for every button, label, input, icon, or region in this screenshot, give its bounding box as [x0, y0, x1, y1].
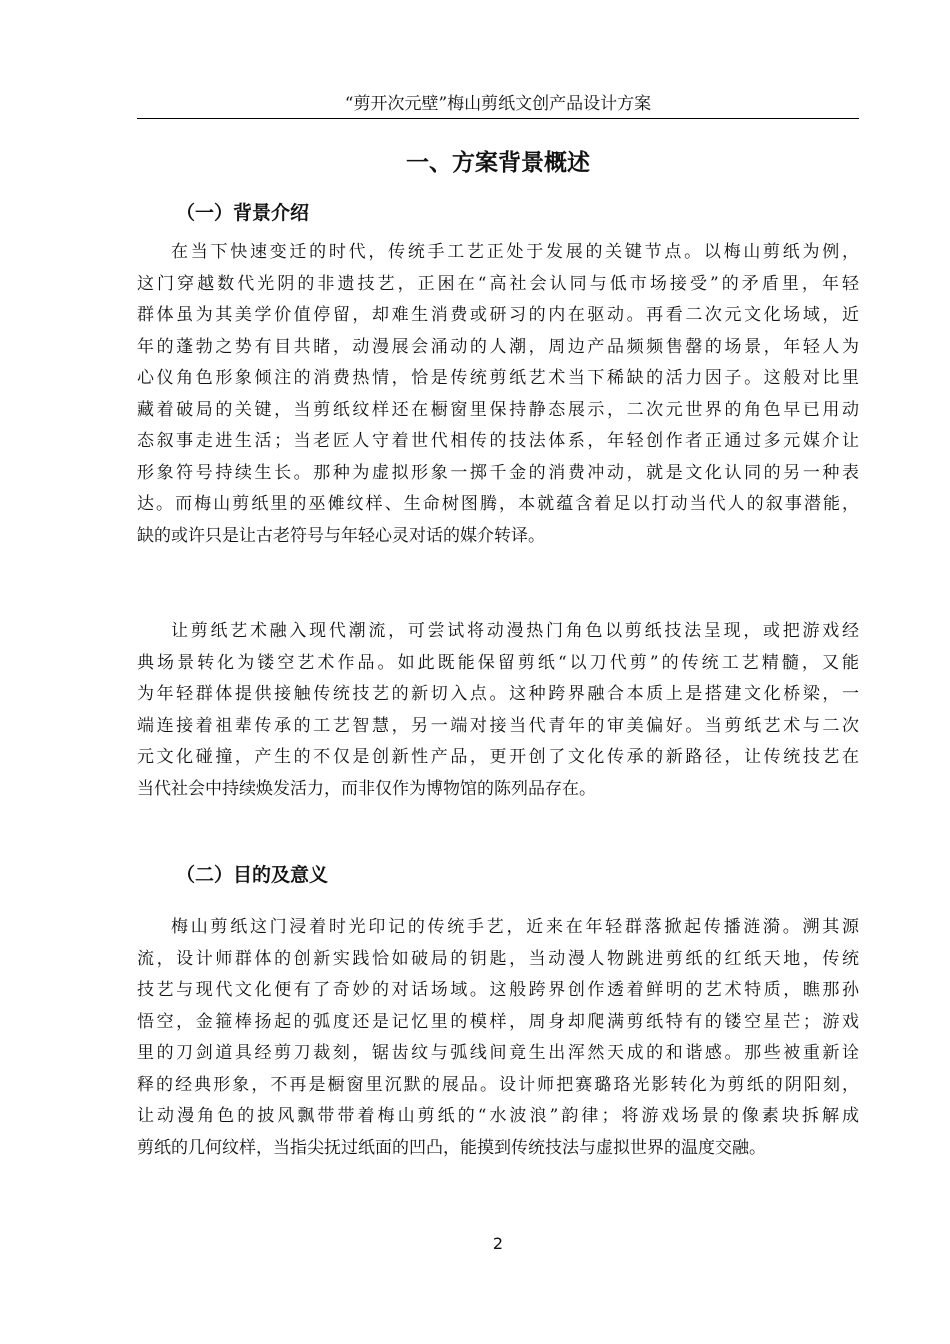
- header-divider: [137, 118, 859, 119]
- paragraph-line: 形象符号持续生长。那种为虚拟形象一掷千金的消费冲动，就是文化认同的另一种表: [137, 462, 859, 483]
- paragraph-line: 释的经典形象，不再是橱窗里沉默的展品。设计师把赛璐珞光影转化为剪纸的阴阳刻，: [137, 1074, 859, 1095]
- paragraph-line: 悟空，金箍棒扬起的弧度还是记忆里的模样，周身却爬满剪纸特有的镂空星芒；游戏: [137, 1011, 859, 1032]
- paragraph-line: 为年轻群体提供接触传统技艺的新切入点。这种跨界融合本质上是搭建文化桥梁，一: [137, 684, 859, 704]
- paragraph-line: 梅山剪纸这门浸着时光印记的传统手艺，近来在年轻群落掀起传播涟漪。溯其源: [171, 917, 859, 937]
- paragraph-line: 心仪角色形象倾注的消费热情，恰是传统剪纸艺术当下稀缺的活力因子。这般对比里: [137, 368, 859, 388]
- paragraph-purpose-1: [137, 912, 859, 1164]
- section-title: 一、方案背景概述: [406, 150, 590, 176]
- paragraph-line: 剪纸的几何纹样，当指尖抚过纸面的凹凸，能摸到传统技法与虚拟世界的温度交融。: [137, 1137, 766, 1158]
- paragraph-line: 达。而梅山剪纸里的巫傩纹样、生命树图腾，本就蕴含着足以打动当代人的叙事潜能，: [137, 494, 859, 514]
- paragraph-line: 态叙事走进生活；当老匠人守着世代相传的技法体系，年轻创作者正通过多元媒介让: [137, 431, 859, 451]
- paragraph-line: 流，设计师群体的创新实践恰如破局的钥匙，当动漫人物跳进剪纸的红纸天地，传统: [137, 948, 859, 969]
- subsection-heading-purpose: （二）目的及意义: [176, 864, 329, 886]
- paragraph-line: 当代社会中持续焕发活力，而非仅作为博物馆的陈列品存在。: [137, 778, 596, 799]
- paragraph-line: 藏着破局的关键，当剪纸纹样还在橱窗里保持静态展示，二次元世界的角色早已用动: [137, 399, 859, 420]
- paragraph-line: 群体虽为其美学价值停留，却难生消费或研习的内在驱动。再看二次元文化场域，近: [137, 305, 859, 325]
- paragraph-line: 让剪纸艺术融入现代潮流，可尝试将动漫热门角色以剪纸技法呈现，或把游戏经: [171, 621, 859, 641]
- paragraph-line: 年的蓬勃之势有目共睹，动漫展会涌动的人潮，周边产品频频售罄的场景，年轻人为: [137, 336, 859, 357]
- paragraph-line: 典场景转化为镂空艺术作品。如此既能保留剪纸“以刀代剪”的传统工艺精髓，又能: [137, 652, 859, 673]
- paragraph-line: 在当下快速变迁的时代，传统手工艺正处于发展的关键节点。以梅山剪纸为例，: [171, 242, 859, 262]
- paragraph-line: 缺的或许只是让古老符号与年轻心灵对话的媒介转译。: [137, 525, 545, 546]
- paragraph-line: 端连接着祖辈传承的工艺智慧，另一端对接当代青年的审美偏好。当剪纸艺术与二次: [137, 715, 859, 736]
- paragraph-line: 这门穿越数代光阴的非遗技艺，正困在“高社会认同与低市场接受”的矛盾里，年轻: [137, 273, 859, 294]
- subsection-heading-background: （一）背景介绍: [176, 202, 310, 224]
- page-header-title: “剪开次元壁”梅山剪纸文创产品设计方案: [344, 94, 652, 114]
- page-number: 2: [492, 1234, 504, 1253]
- paragraph-line: 技艺与现代文化便有了奇妙的对话场域。这般跨界创作透着鲜明的艺术特质，瞧那孙: [137, 980, 859, 1000]
- paragraph-background-1: [137, 237, 859, 552]
- paragraph-background-2: [137, 616, 859, 805]
- paragraph-line: 元文化碰撞，产生的不仅是创新性产品，更开创了文化传承的新路径，让传统技艺在: [137, 747, 859, 767]
- paragraph-line: 让动漫角色的披风飘带带着梅山剪纸的“水波浪”韵律；将游戏场景的像素块拆解成: [137, 1106, 859, 1126]
- paragraph-line: 里的刀剑道具经剪刀裁刻，锯齿纹与弧线间竟生出浑然天成的和谐感。那些被重新诠: [137, 1043, 859, 1063]
